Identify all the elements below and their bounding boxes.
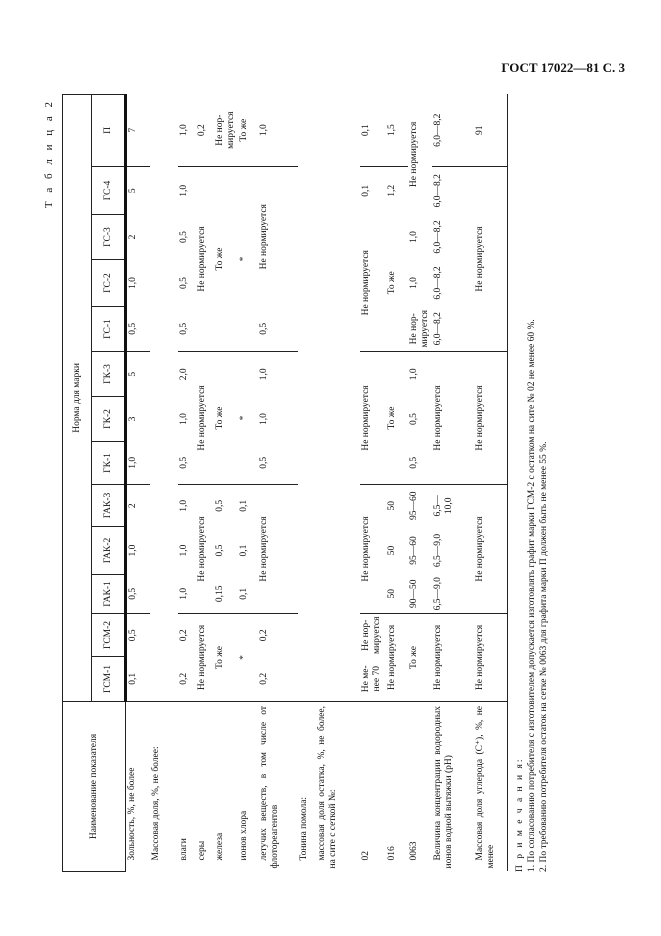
norm-cell: 6,0—8,2 (432, 307, 474, 352)
norm-cell: Не нормируется (258, 204, 269, 270)
rotated-table-block (40, 95, 575, 872)
norm-cell: 50 (386, 501, 397, 511)
norm-cell: Не нормируется (360, 215, 386, 352)
table-row (432, 94, 474, 871)
norm-cell: 0,5 (128, 629, 138, 642)
norm-cell: То же (386, 215, 408, 352)
norm-cell: * (238, 167, 258, 352)
norm-cell: 1,0 (178, 544, 189, 557)
norm-cell: 0,1 (238, 499, 249, 512)
norm-cell: 0,1 (238, 575, 258, 614)
norm-cell: 1,5 (386, 94, 408, 166)
indicator-name: железа (214, 702, 238, 872)
norm-cell: 2 (128, 234, 138, 240)
norm-cell: 1,0 (408, 277, 419, 289)
norm-cell: 0,5 (214, 499, 225, 512)
norm-cell: 6,0—8,2 (432, 94, 474, 166)
table-row (196, 94, 214, 871)
norm-cell: Не нормируется (386, 614, 408, 702)
norm-cell: Не нормируется (474, 614, 508, 702)
indicator-name: 02 (360, 702, 386, 872)
norm-cell: 0,2 (258, 657, 298, 702)
norm-cell: 0,5 (126, 575, 150, 614)
header-brand-гсм-2: ГСМ-2 (92, 614, 126, 657)
norm-cell: Не нор- мируется (408, 307, 432, 352)
norm-cell: То же (238, 94, 258, 166)
norm-cell: То же (386, 352, 408, 485)
indicator-name: Зольность, %, не более (126, 702, 150, 872)
norm-cell: 1,0 (408, 231, 419, 243)
norm-cell: 0,1 (126, 657, 150, 702)
indicator-name: серы (196, 702, 214, 872)
norm-cell: Не нормируется (196, 485, 214, 614)
norm-cell: 6,0—8,2 (432, 266, 443, 300)
norm-cell: 1,0 (258, 94, 298, 166)
norm-cell: 0,1 (360, 184, 371, 197)
norm-cell: 0,1 (360, 94, 386, 166)
norm-cell: 1,0 (178, 184, 189, 197)
norm-cell: Не нормируется (258, 485, 298, 614)
table-row (316, 94, 360, 871)
norm-cell: Не нормируется (360, 485, 386, 614)
norm-cell: 3 (128, 416, 138, 422)
norm-cell: 0,5 (178, 231, 189, 243)
norm-cell: 95—60 (408, 536, 419, 565)
norm-cell (298, 94, 316, 701)
indicator-name: ионов хлора (238, 702, 258, 872)
norm-cell: То же (214, 614, 238, 702)
indicator-name: Массовая доля, %, не более: (150, 702, 178, 872)
norm-cell: 0,2 (196, 94, 214, 166)
norm-cell: Не нормируется (196, 352, 214, 485)
header-brand-гак-1: ГАК-1 (92, 575, 126, 614)
norm-cell: То же (214, 167, 238, 352)
norm-cell: 5 (128, 188, 138, 194)
norm-cell: 1,0 (178, 575, 196, 614)
norm-cell: 0,15 (214, 575, 238, 614)
table-row (238, 94, 258, 871)
header-name-column: Наименование показателя (63, 702, 126, 872)
norm-cell: 0,5 (258, 307, 298, 352)
table-row (298, 94, 316, 871)
norm-cell: * (238, 352, 258, 485)
table-row (258, 94, 298, 871)
norm-cell: 0,2 (178, 657, 196, 702)
notes-title: П р и м е ч а н и я: (515, 757, 525, 872)
header-brand-гк-1: ГК-1 (92, 442, 126, 485)
indicator-name: летучих веществ, в том числе от флотореагентов (258, 702, 298, 872)
norm-cell: Не нормируется (474, 352, 508, 485)
norm-cell: 6,0—8,2 (432, 220, 443, 254)
norm-cell: 0,5 (178, 277, 189, 289)
norm-cell: 1,0 (178, 94, 196, 166)
norm-cell: Не нор- мируется (360, 616, 382, 654)
norm-cell: 1,2 (386, 184, 397, 197)
norm-cell: Не нормируется (196, 167, 214, 352)
norm-cell: 6,5—9,0 (432, 533, 443, 568)
page-header: ГОСТ 17022—81 С. 3 (501, 60, 625, 75)
norm-cell: 50 (386, 575, 408, 614)
note-1: 1. По согласованию потребителя с изготовителем допускается изготовлять графит марки ГСМ-2 с остатком на сите № 02 не менее 60 %. (527, 319, 537, 872)
norm-cell: Не нормируется (432, 352, 474, 485)
norm-cell: 6,5—10,0 (432, 495, 454, 517)
norm-cell: Не нормируется (360, 352, 386, 485)
norm-cell: 1,0 (258, 413, 269, 425)
table-row (408, 94, 432, 871)
norm-cell: 0,5 (178, 442, 196, 485)
norm-cell: 1,0 (178, 499, 189, 512)
note-2: 2. По требованию потребителя остаток на сетке № 0063 для графита марки П должен быть не менее 55 %. (539, 441, 549, 872)
norm-cell: 0,5 (214, 544, 225, 557)
norm-cell: 0,1 (238, 544, 249, 557)
norm-cell: 0,5 (408, 413, 419, 425)
table-row (214, 94, 238, 871)
table-row (178, 94, 196, 871)
header-brand-п: П (92, 94, 126, 166)
norm-cell: 1,0 (128, 277, 138, 289)
norm-cell: Не ме- нее 70 (360, 657, 386, 702)
header-brand-гс-2: ГС-2 (92, 260, 126, 307)
header-brand-гак-3: ГАК-3 (92, 485, 126, 527)
norm-cell: 91 (474, 94, 508, 166)
norm-cell: Не нормируется (474, 167, 508, 352)
indicator-name: массовая доля остатка, %, не более, на сите с сеткой №: (316, 702, 360, 872)
norm-cell: 1,0 (128, 544, 138, 557)
norm-cell: 0,5 (126, 307, 150, 352)
norm-cell (316, 94, 360, 701)
norm-cell: То же (214, 352, 238, 485)
table-caption: Т а б л и ц а 2 (43, 99, 55, 209)
norm-cell: 0,5 (258, 442, 298, 485)
norm-cell: Не нор- мируется (214, 94, 238, 166)
indicator-name: Тонина помола: (298, 702, 316, 872)
norm-cell: 95—60 (408, 491, 419, 520)
norm-cell: * (238, 614, 258, 702)
specification-table (62, 94, 508, 872)
table-row (126, 94, 150, 871)
indicator-name: Массовая доля углерода (С⁺), %, не менее (474, 702, 508, 872)
norm-cell: Не нормируется (196, 614, 214, 702)
norm-cell: 1,0 (408, 368, 419, 381)
table-row (360, 94, 386, 871)
norm-cell: 6,5—9,0 (432, 575, 474, 614)
norm-cell: 2,0 (178, 368, 189, 381)
norm-cell: 0,5 (178, 307, 196, 352)
header-brand-гк-3: ГК-3 (92, 352, 126, 397)
norm-cell: 1,0 (126, 442, 150, 485)
indicator-name: влаги (178, 702, 196, 872)
table-row (150, 94, 178, 871)
norm-cell: Не нормируется (408, 121, 419, 188)
norm-cell: Не нормируется (474, 485, 508, 614)
norm-cell: 7 (126, 94, 150, 166)
header-brand-гсм-1: ГСМ-1 (92, 657, 126, 702)
norm-cell: 0,2 (178, 629, 189, 642)
table-row (474, 94, 508, 871)
indicator-name: 0063 (408, 702, 432, 872)
norm-cell: 2 (128, 503, 138, 509)
header-brand-гак-2: ГАК-2 (92, 527, 126, 575)
header-brand-гс-1: ГС-1 (92, 307, 126, 352)
norm-cell: То же (408, 614, 432, 702)
norm-cell: 0,2 (258, 629, 269, 642)
norm-cell: 1,0 (258, 368, 269, 381)
norm-cell: 0,5 (408, 442, 432, 485)
norm-cell: 5 (128, 371, 138, 377)
table-row (386, 94, 408, 871)
header-brand-гс-3: ГС-3 (92, 215, 126, 260)
norm-cell (150, 94, 178, 701)
indicator-name: 016 (386, 702, 408, 872)
norm-cell: Не нормируется (432, 614, 474, 702)
norm-cell: 1,0 (178, 413, 189, 425)
header-brand-гс-4: ГС-4 (92, 167, 126, 215)
indicator-name: Величина концентрации водородных ионов водной вытяжки (pH) (432, 702, 474, 872)
norm-cell: 50 (386, 545, 397, 556)
norm-cell: 90—50 (408, 575, 432, 614)
norm-cell: 6,0—8,2 (432, 174, 443, 208)
header-norm-group: Норма для марки (63, 94, 92, 701)
notes (514, 95, 550, 872)
header-brand-гк-2: ГК-2 (92, 397, 126, 442)
